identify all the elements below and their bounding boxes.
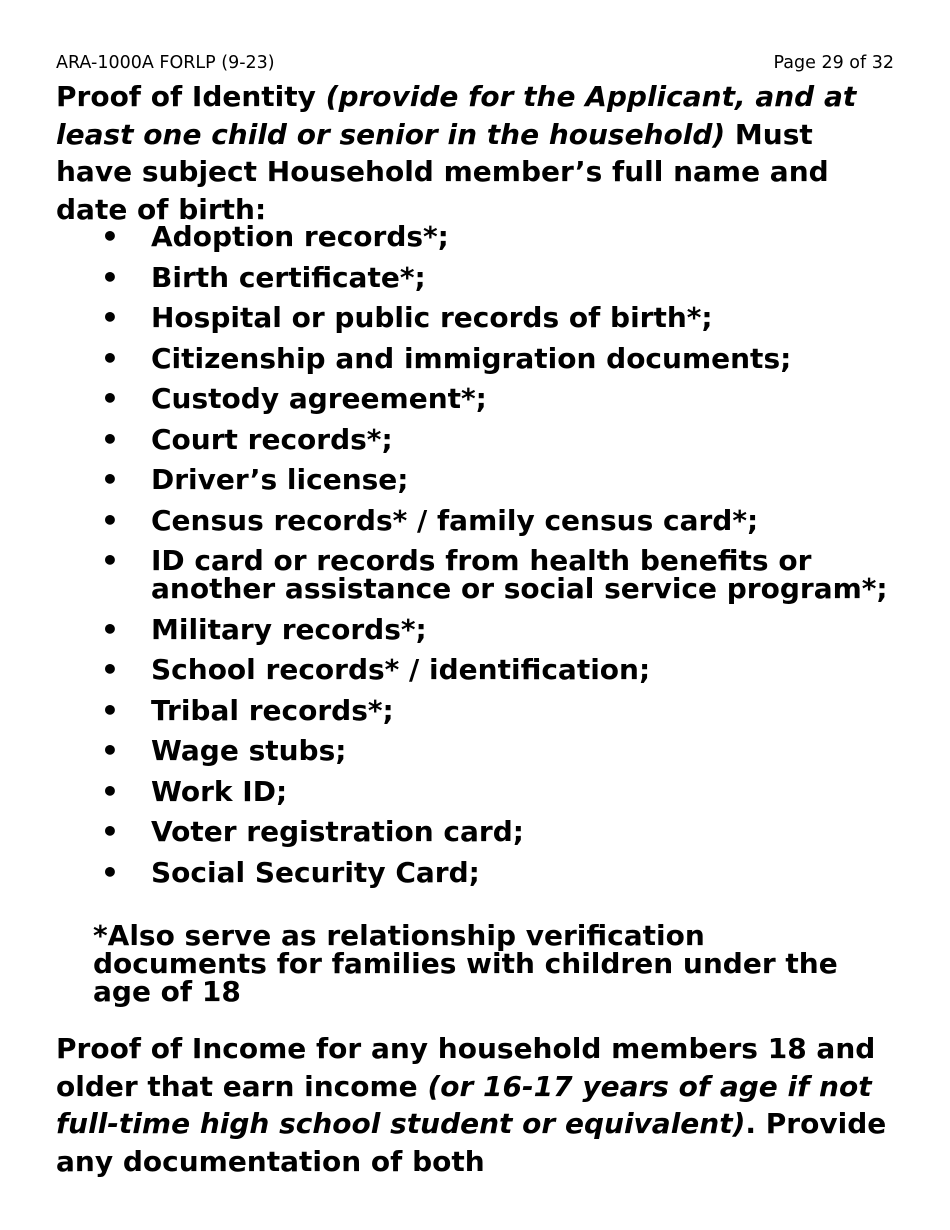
list-item	[56, 420, 896, 461]
list-item	[56, 812, 896, 853]
list-item	[56, 258, 896, 299]
list-item-text: Citizenship and immigration documents;	[151, 341, 792, 375]
list-item	[56, 501, 896, 542]
list-item	[56, 460, 896, 501]
page-header	[56, 53, 894, 75]
proof-of-identity-heading	[56, 78, 896, 228]
bullet-icon: •	[101, 220, 119, 253]
bullet-icon: •	[101, 463, 119, 496]
list-item	[56, 853, 896, 894]
identity-heading-tail: Must have subject Household member’s full name and date of birth:	[56, 117, 829, 226]
list-item-text: Wage stubs;	[151, 734, 347, 767]
income-heading-italic: (or 16-17 years of age if not full-time high school student or equivalent)	[56, 1069, 872, 1140]
identity-documents-list	[56, 217, 896, 893]
list-item-text: Tribal records*;	[151, 693, 394, 727]
list-item-text: Census records* / family census card*;	[151, 503, 759, 537]
income-heading-bold: Proof of Income for any household members 18 and older that earn income	[56, 1032, 876, 1103]
list-item-text: Birth certificate*;	[151, 260, 426, 294]
identity-heading-bold: Proof of Identity	[56, 80, 326, 113]
identity-heading-italic: (provide for the Applicant, and at least one child or senior in the household)	[56, 80, 857, 151]
list-item	[56, 217, 896, 258]
list-item	[56, 731, 896, 772]
list-item-text: ID card or records from health benefits or another assistance or social service program*;	[151, 544, 888, 605]
bullet-icon: •	[101, 855, 119, 889]
list-item-text: Social Security Card;	[151, 855, 480, 889]
list-item-text: Custody agreement*;	[151, 382, 487, 415]
bullet-icon: •	[101, 341, 119, 375]
bullet-icon: •	[101, 382, 119, 415]
list-item-text: Work ID;	[151, 774, 288, 808]
bullet-icon: •	[101, 734, 119, 767]
bullet-icon: •	[101, 653, 119, 686]
bullet-icon: •	[101, 301, 119, 334]
list-item	[56, 610, 896, 651]
list-item	[56, 691, 896, 732]
bullet-icon: •	[101, 503, 119, 537]
bullet-icon: •	[101, 774, 119, 808]
list-item	[56, 379, 896, 420]
list-item	[56, 772, 896, 813]
list-item-text: Military records*;	[151, 612, 427, 646]
list-item	[56, 298, 896, 339]
list-item-text: Court records*;	[151, 422, 393, 456]
bullet-icon: •	[101, 815, 119, 848]
relationship-verification-footnote: *Also serve as relationship verification documents for families with children under the age of 18	[93, 919, 838, 1008]
bullet-icon: •	[101, 422, 119, 456]
list-item-text: Hospital or public records of birth*;	[151, 301, 713, 334]
income-heading-tail: . Provide any documentation of both	[56, 1107, 887, 1178]
list-item-text: Driver’s license;	[151, 463, 409, 496]
list-item-text: School records* / identification;	[151, 653, 651, 686]
bullet-icon: •	[101, 260, 119, 294]
bullet-icon: •	[101, 544, 119, 577]
bullet-icon: •	[101, 693, 119, 727]
proof-of-income-heading	[56, 1030, 896, 1180]
list-item	[56, 541, 896, 610]
list-item	[56, 339, 896, 380]
list-item-text: Voter registration card;	[151, 815, 524, 848]
list-item	[56, 650, 896, 691]
bullet-icon: •	[101, 612, 119, 646]
form-id: ARA-1000A FORLP (9-23)	[56, 53, 275, 73]
list-item-text: Adoption records*;	[151, 220, 449, 253]
page-number: Page 29 of 32	[773, 53, 894, 73]
